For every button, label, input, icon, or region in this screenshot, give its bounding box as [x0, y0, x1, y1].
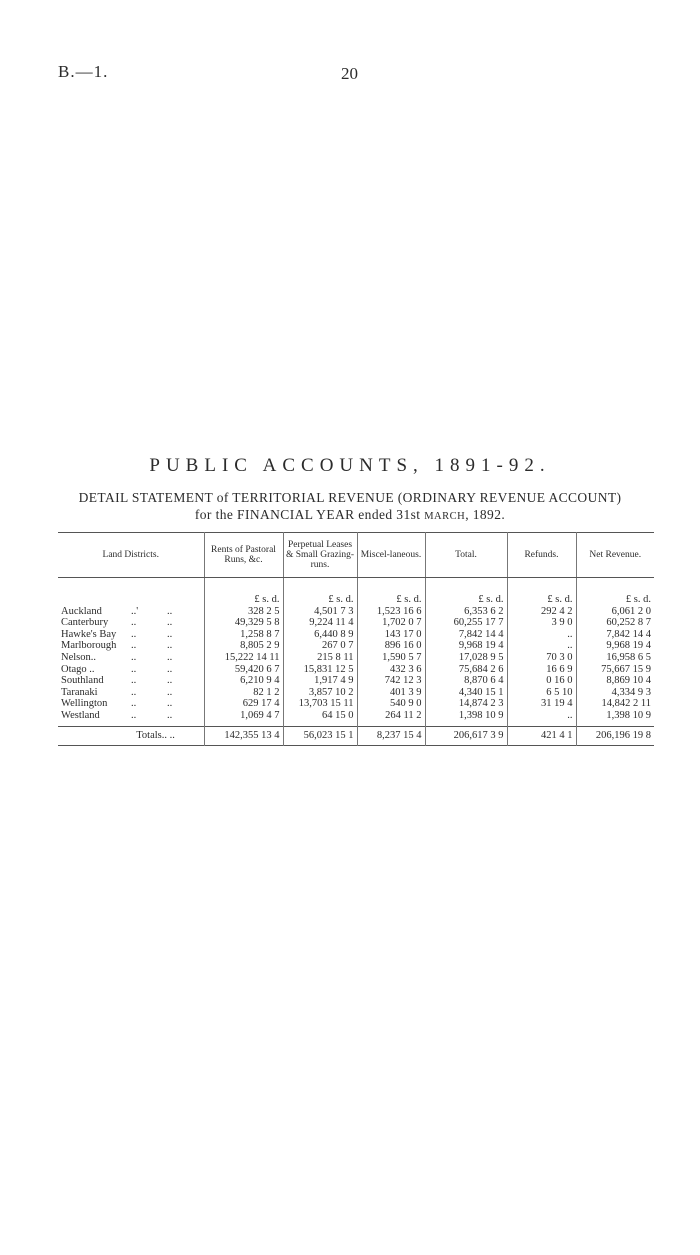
land-district-name: Auckland [61, 605, 102, 617]
statement-title-month: MARCH [424, 511, 466, 522]
land-district-name: Taranaki [61, 686, 98, 698]
perpetual-leases-cell: 267 0 7 [283, 640, 357, 652]
table-row [58, 687, 654, 699]
refunds-cell: .. [507, 640, 576, 652]
statement-title-prefix: for the FINANCIAL YEAR ended 31st [194, 507, 421, 522]
net-revenue-cell: 16,958 6 5 [576, 652, 654, 664]
perpetual-leases-cell: 6,440 8 9 [283, 629, 357, 641]
table-row [58, 617, 654, 629]
leader-dots: .. [167, 709, 173, 721]
leader-dots: .. [131, 675, 137, 687]
perpetual-leases-cell: 1,917 4 9 [283, 675, 357, 687]
perpetual-leases-cell: 3,857 10 2 [283, 687, 357, 699]
land-district-cell [58, 606, 204, 618]
perpetual-leases-cell: 9,224 11 4 [283, 617, 357, 629]
column-header-land-districts: Land Districts. [58, 533, 204, 578]
totals-row [58, 726, 654, 746]
land-district-cell [58, 698, 204, 710]
net-revenue-cell: 8,869 10 4 [576, 675, 654, 687]
refunds-cell: 31 19 4 [507, 698, 576, 710]
page-number: 20 [341, 64, 358, 83]
perpetual-leases-cell: 15,831 12 5 [283, 664, 357, 676]
units-label: £ s. d. [507, 594, 576, 606]
table-row [58, 664, 654, 676]
units-label: £ s. d. [283, 594, 357, 606]
leader-dots: .. [167, 675, 173, 687]
total-refunds: 421 4 1 [507, 726, 576, 746]
total-cell: 7,842 14 4 [425, 629, 507, 641]
refunds-cell: 70 3 0 [507, 652, 576, 664]
leader-dots: .. [131, 628, 137, 640]
pastoral-runs-cell: 15,222 14 11 [204, 652, 283, 664]
column-header-refunds: Refunds. [507, 533, 576, 578]
refunds-cell: .. [507, 710, 576, 726]
miscellaneous-cell: 143 17 0 [357, 629, 425, 641]
spacer-row [58, 578, 654, 595]
total-miscellaneous: 8,237 15 4 [357, 726, 425, 746]
leader-dots: .. [131, 709, 137, 721]
miscellaneous-cell: 1,702 0 7 [357, 617, 425, 629]
total-cell: 60,255 17 7 [425, 617, 507, 629]
table-header-row [58, 533, 654, 578]
total-total: 206,617 3 9 [425, 726, 507, 746]
net-revenue-cell: 9,968 19 4 [576, 640, 654, 652]
net-revenue-cell: 75,667 15 9 [576, 664, 654, 676]
refunds-cell: 292 4 2 [507, 606, 576, 618]
leader-dots: .. [131, 686, 137, 698]
units-label: £ s. d. [425, 594, 507, 606]
land-district-name: Nelson.. [61, 651, 96, 663]
refunds-cell: 0 16 0 [507, 675, 576, 687]
document-reference: B.—1. [58, 62, 109, 81]
land-district-cell [58, 664, 204, 676]
total-cell: 17,028 9 5 [425, 652, 507, 664]
net-revenue-cell: 14,842 2 11 [576, 698, 654, 710]
column-header-pastoral-runs: Rents of Pastoral Runs, &c. [204, 533, 283, 578]
statement-title-line2 [0, 507, 700, 523]
leader-dots: .. [169, 729, 175, 741]
total-cell: 9,968 19 4 [425, 640, 507, 652]
pastoral-runs-cell: 328 2 5 [204, 606, 283, 618]
perpetual-leases-cell: 215 8 11 [283, 652, 357, 664]
table-row [58, 675, 654, 687]
perpetual-leases-cell: 4,501 7 3 [283, 606, 357, 618]
land-district-name: Westland [61, 709, 100, 721]
miscellaneous-cell: 742 12 3 [357, 675, 425, 687]
units-label: £ s. d. [357, 594, 425, 606]
land-district-name: Southland [61, 675, 104, 687]
net-revenue-cell: 60,252 8 7 [576, 617, 654, 629]
pastoral-runs-cell: 59,420 6 7 [204, 664, 283, 676]
column-header-net-revenue: Net Revenue. [576, 533, 654, 578]
total-net-revenue: 206,196 19 8 [576, 726, 654, 746]
pastoral-runs-cell: 49,329 5 8 [204, 617, 283, 629]
total-cell: 75,684 2 6 [425, 664, 507, 676]
land-district-name: Otago .. [61, 663, 95, 675]
land-district-cell [58, 617, 204, 629]
land-district-name: Wellington [61, 698, 108, 710]
pastoral-runs-cell: 1,069 4 7 [204, 710, 283, 726]
refunds-cell: 3 9 0 [507, 617, 576, 629]
page-title: PUBLIC ACCOUNTS, 1891-92. [149, 455, 551, 476]
land-district-cell [58, 710, 204, 726]
leader-dots: .. [167, 640, 173, 652]
total-cell: 14,874 2 3 [425, 698, 507, 710]
refunds-cell: .. [507, 629, 576, 641]
pastoral-runs-cell: 6,210 9 4 [204, 675, 283, 687]
leader-dots: .. [131, 663, 137, 675]
land-district-cell [58, 629, 204, 641]
total-perpetual-leases: 56,023 15 1 [283, 726, 357, 746]
leader-dots: .. [167, 605, 173, 617]
land-district-cell [58, 687, 204, 699]
leader-dots: .. [131, 651, 137, 663]
column-header-total: Total. [425, 533, 507, 578]
perpetual-leases-cell: 13,703 15 11 [283, 698, 357, 710]
leader-dots: .. [131, 698, 137, 710]
leader-dots: .. [167, 663, 173, 675]
perpetual-leases-cell: 64 15 0 [283, 710, 357, 726]
table-row [58, 652, 654, 664]
land-district-cell [58, 675, 204, 687]
leader-dots: .. [167, 628, 173, 640]
pastoral-runs-cell: 8,805 2 9 [204, 640, 283, 652]
miscellaneous-cell: 264 11 2 [357, 710, 425, 726]
table-row [58, 606, 654, 618]
pastoral-runs-cell: 629 17 4 [204, 698, 283, 710]
units-label: £ s. d. [576, 594, 654, 606]
column-header-perpetual-leases: Perpetual Leases & Small Grazing-runs. [283, 533, 357, 578]
refunds-cell: 6 5 10 [507, 687, 576, 699]
total-pastoral-runs: 142,355 13 4 [204, 726, 283, 746]
table-row [58, 710, 654, 726]
statement-title-suffix: , 1892. [465, 507, 506, 522]
territorial-revenue-table [58, 532, 654, 746]
miscellaneous-cell: 1,590 5 7 [357, 652, 425, 664]
table-row [58, 629, 654, 641]
leader-dots: ..' [131, 605, 139, 617]
totals-label: Totals.. [136, 729, 167, 741]
miscellaneous-cell: 401 3 9 [357, 687, 425, 699]
land-district-name: Marlborough [61, 640, 117, 652]
table-row [58, 640, 654, 652]
leader-dots: .. [167, 698, 173, 710]
refunds-cell: 16 6 9 [507, 664, 576, 676]
leader-dots: .. [131, 640, 137, 652]
total-cell: 4,340 15 1 [425, 687, 507, 699]
leader-dots: .. [131, 617, 137, 629]
net-revenue-cell: 6,061 2 0 [576, 606, 654, 618]
land-district-name: Hawke's Bay [61, 628, 117, 640]
net-revenue-cell: 7,842 14 4 [576, 629, 654, 641]
column-header-miscellaneous: Miscel-laneous. [357, 533, 425, 578]
pastoral-runs-cell: 82 1 2 [204, 687, 283, 699]
total-cell: 8,870 6 4 [425, 675, 507, 687]
land-district-cell [58, 640, 204, 652]
net-revenue-cell: 1,398 10 9 [576, 710, 654, 726]
pastoral-runs-cell: 1,258 8 7 [204, 629, 283, 641]
miscellaneous-cell: 896 16 0 [357, 640, 425, 652]
total-cell: 1,398 10 9 [425, 710, 507, 726]
currency-units-row [58, 594, 654, 606]
table-row [58, 698, 654, 710]
units-label: £ s. d. [204, 594, 283, 606]
statement-title-line1: DETAIL STATEMENT of TERRITORIAL REVENUE (ORDINARY REVENUE ACCOUNT) [78, 490, 622, 505]
miscellaneous-cell: 1,523 16 6 [357, 606, 425, 618]
land-district-cell [58, 652, 204, 664]
miscellaneous-cell: 432 3 6 [357, 664, 425, 676]
leader-dots: .. [167, 651, 173, 663]
total-cell: 6,353 6 2 [425, 606, 507, 618]
miscellaneous-cell: 540 9 0 [357, 698, 425, 710]
leader-dots: .. [167, 686, 173, 698]
land-district-name: Canterbury [61, 617, 109, 629]
leader-dots: .. [167, 617, 173, 629]
net-revenue-cell: 4,334 9 3 [576, 687, 654, 699]
